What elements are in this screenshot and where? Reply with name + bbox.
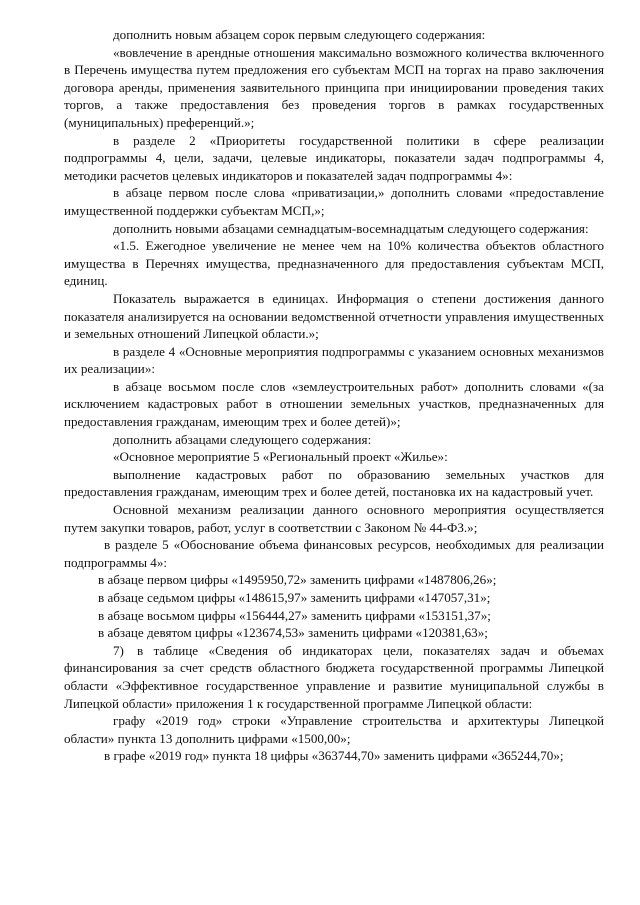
document-page — [64, 26, 604, 765]
paragraph-add-41: дополнить новым абзацем сорок первым следующего содержания: — [113, 27, 486, 42]
paragraph-first-abzac: в абзаце первом после слова «приватизации,» дополнить словами «предоставление имущественной поддержки субъектам МСП,»; — [64, 185, 604, 218]
paragraph-abzac-first-figures: в абзаце первом цифры «1495950,72» заменить цифрами «1487806,26»; — [98, 572, 497, 588]
paragraph-abzac-ninth-figures: в абзаце девятом цифры «123674,53» заменить цифрами «120381,63»; — [98, 625, 488, 641]
paragraph-section-2: в разделе 2 «Приоритеты государственной политики в сфере реализации подпрограммы 4, цели, задачи, целевые индикаторы, показатели задач подпрограммы 4, методики расчетов целевых индикаторов и показателей задач подпрограммы 4»: — [64, 132, 604, 183]
paragraph-main-mechanism: Основной механизм реализации данного основного мероприятия осуществляется путем закупки товаров, работ, услуг в соответствии с Законом № 44-ФЗ.»; — [64, 502, 604, 535]
paragraph-abzac-eighth-figures: в абзаце восьмом цифры «156444,27» заменить цифрами «153151,37»; — [98, 607, 491, 623]
paragraph-column-2019-item-18: в графе «2019 год» пункта 18 цифры «363744,70» заменить цифрами «365244,70»; — [104, 748, 564, 764]
paragraph-indicator-1-5: «1.5. Ежегодное увеличение не менее чем на 10% количества объектов областного имущества в Перечнях имущества, предназначенного для предоставления субъектам МСП, единиц. — [64, 238, 604, 289]
paragraph-main-event-5: «Основное мероприятие 5 «Региональный проект «Жилье»: — [113, 449, 448, 465]
paragraph-add-abzacs: дополнить абзацами следующего содержания: — [113, 431, 372, 447]
paragraph-indicator-units: Показатель выражается в единицах. Информация о степени достижения данного показателя анализируется на основании ведомственной отчетности управления имущественных и земельных отношений Липецкой области.»; — [64, 290, 604, 342]
paragraph-column-2019-row-13: графу «2019 год» строки «Управление строительства и архитектуры Липецкой области» пункта 13 дополнить цифрами «1500,00»; — [64, 713, 604, 746]
paragraph-add-17-18: дополнить новыми абзацами семнадцатым-восемнадцатым следующего содержания: — [113, 220, 589, 236]
paragraph-lease-involvement: «вовлечение в арендные отношения максимально возможного количества включенного в Перечень имущества путем предложения его субъектам МСП на торгах на право заключения договора аренды, применения заявительного принципа при инициировании проведения таких торгов, а также предоставления без проведения торгов в рамках государственных (муниципальных) преференций.»; — [64, 44, 604, 130]
paragraph-cadastral-works: выполнение кадастровых работ по образованию земельных участков для предоставления гражданам, имеющим трех и более детей, постановка их на кадастровый учет. — [64, 466, 604, 500]
paragraph-abzac-seventh-figures: в абзаце седьмом цифры «148615,97» заменить цифрами «147057,31»; — [98, 590, 491, 605]
paragraph-item-7-table: 7) в таблице «Сведения об индикаторах цели, показателях задач и объемах финансирования за счет средств областного бюджета государственной программы Липецкой области «Эффективное государственное управление и развитие муниципальной службы в Липецкой области» приложения 1 к государственной программе Липецкой области: — [64, 642, 604, 711]
paragraph-section-4: в разделе 4 «Основные мероприятия подпрограммы с указанием основных механизмов их реализации»: — [64, 343, 604, 377]
paragraph-section-5: в разделе 5 «Обоснование объема финансовых ресурсов, необходимых для реализации подпрограммы 4»: — [64, 537, 604, 570]
paragraph-eighth-abzac: в абзаце восьмом после слов «землеустроительных работ» дополнить словами «(за исключением кадастровых работ в отношении земельных участков, предназначенных для предоставления гражданам, имеющим трех и более детей)»; — [64, 378, 604, 430]
